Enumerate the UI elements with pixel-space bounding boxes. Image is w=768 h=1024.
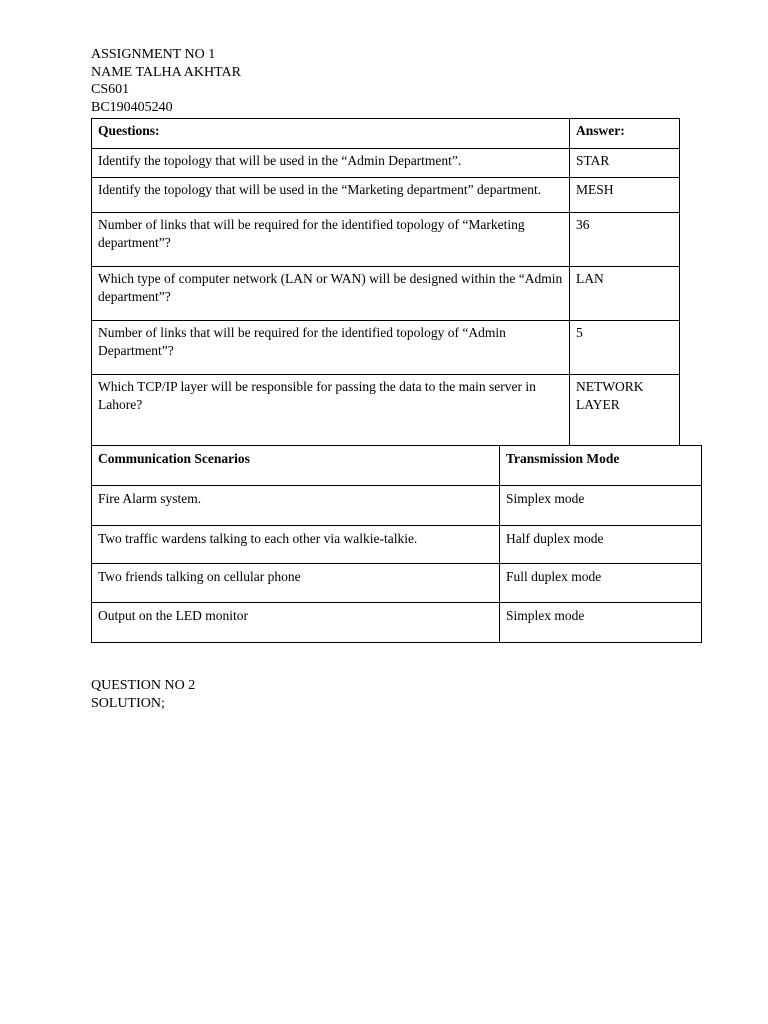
question-cell: Number of links that will be required for the identified topology of “Admin Department”? [92, 321, 570, 375]
student-name: NAME TALHA AKHTAR [91, 64, 241, 80]
question-cell: Identify the topology that will be used in the “Marketing department” department. [92, 178, 570, 213]
questions-table [91, 118, 680, 446]
answer-cell: 5 [570, 321, 680, 375]
table-row [92, 603, 702, 643]
question-heading: QUESTION NO 2 [91, 678, 196, 693]
table-row [92, 213, 680, 267]
mode-cell: Half duplex mode [500, 526, 702, 564]
answer-cell: NETWORK LAYER [570, 375, 680, 446]
questions-header: Questions: [92, 119, 570, 149]
answer-cell: MESH [570, 178, 680, 213]
answer-cell: LAN [570, 267, 680, 321]
table-row [92, 178, 680, 213]
question-cell: Which TCP/IP layer will be responsible for passing the data to the main server in Lahore? [92, 375, 570, 446]
table-header-row [92, 446, 702, 486]
scenario-cell: Output on the LED monitor [92, 603, 500, 643]
solution-heading: SOLUTION; [91, 695, 165, 711]
scenario-cell: Fire Alarm system. [92, 486, 500, 526]
table-row [92, 149, 680, 178]
question-cell: Which type of computer network (LAN or WAN) will be designed within the “Admin department”? [92, 267, 570, 321]
answer-cell: STAR [570, 149, 680, 178]
table-header-row [92, 119, 680, 149]
question-cell: Identify the topology that will be used in the “Admin Department”. [92, 149, 570, 178]
table-row [92, 526, 702, 564]
mode-cell: Full duplex mode [500, 564, 702, 603]
table-row [92, 375, 680, 446]
student-id: BC190405240 [91, 99, 173, 115]
table-row [92, 267, 680, 321]
mode-cell: Simplex mode [500, 486, 702, 526]
mode-header: Transmission Mode [500, 446, 702, 486]
table-row [92, 564, 702, 603]
assignment-title: ASSIGNMENT NO 1 [91, 47, 216, 62]
document-header [91, 46, 241, 116]
table-row [92, 486, 702, 526]
table-row [92, 321, 680, 375]
course-code: CS601 [91, 82, 130, 97]
document-footer [91, 677, 195, 712]
scenarios-header: Communication Scenarios [92, 446, 500, 486]
answer-cell: 36 [570, 213, 680, 267]
transmission-table [91, 445, 702, 643]
scenario-cell: Two friends talking on cellular phone [92, 564, 500, 603]
question-cell: Number of links that will be required for the identified topology of “Marketing department”? [92, 213, 570, 267]
mode-cell: Simplex mode [500, 603, 702, 643]
scenario-cell: Two traffic wardens talking to each other via walkie-talkie. [92, 526, 500, 564]
answer-header: Answer: [570, 119, 680, 149]
